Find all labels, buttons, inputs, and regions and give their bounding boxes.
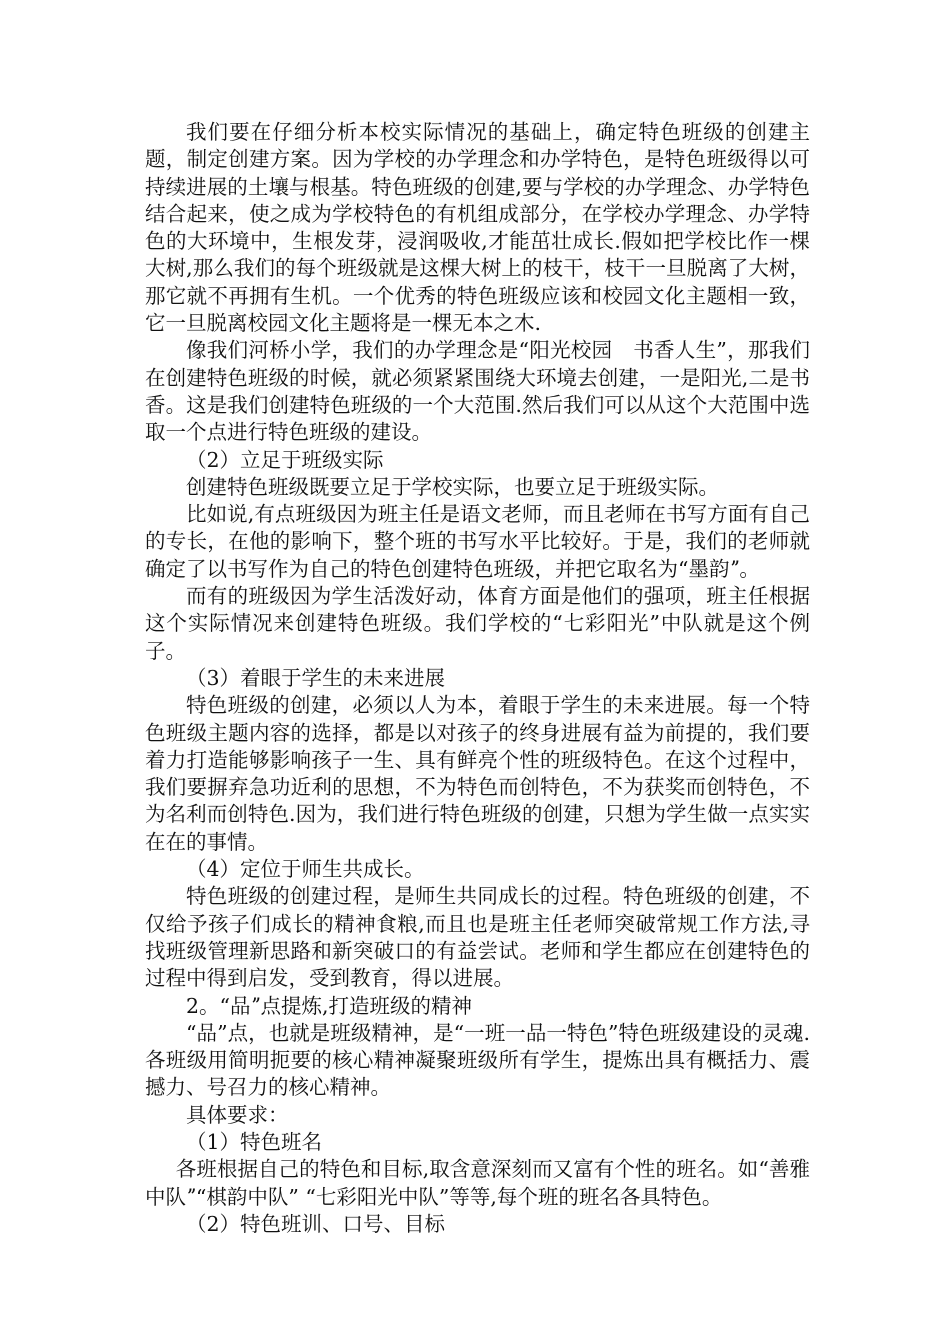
subheading-student-future: （3）着眼于学生的未来进展 <box>186 665 446 690</box>
subheading-class-reality: （2）立足于班级实际 <box>186 447 384 472</box>
paragraph-calligraphy-example: 比如说,有点班级因为班主任是语文老师，而且老师在书写方面有自己的专长，在他的影响下，整个班的书写水平比较好。于是，我们的老师就确定了以书写作为自己的特色创建特色班级，并把它取名为“墨韵ˮ。 <box>145 502 810 581</box>
paragraph-class-name: 各班根据自己的特色和目标,取含意深刻而又富有个性的班名。如“善雅中队ˮ“棋韵中队” “七彩阳光中队”等等,每个班的班名各具特色。 <box>145 1157 810 1209</box>
paragraph-student-future: 特色班级的创建，必须以人为本，着眼于学生的未来进展。每一个特色班级主题内容的选择，都是以对孩子的终身进展有益为前提的，我们要着力打造能够影响孩子一生、具有鲜亮个性的班级特色。在这个过程中，我们要摒弃急功近利的思想，不为特色而创特色，不为获奖而创特色，不为名利而创特色.因为，我们进行特色班级的创建，只想为学生做一点实实在在的事情。 <box>145 693 810 854</box>
paragraph-heqiao-example: 像我们河桥小学，我们的办学理念是“阳光校园 书香人生”，那我们在创建特色班级的时候，就必须紧紧围绕大环境去创建，一是阳光,二是书香。这是我们创建特色班级的一个大范围.然后我们可以从这个大范围中选取一个点进行特色班级的建设。 <box>145 338 810 445</box>
subheading-teacher-student-growth: （4）定位于师生共成长。 <box>186 857 425 882</box>
paragraph-class-spirit: “品”点，也就是班级精神，是“一班一品一特色”特色班级建设的灵魂.各班级用简明扼要的核心精神凝聚班级所有学生，提炼出具有概括力、震撼力、号召力的核心精神。 <box>145 1020 810 1100</box>
subheading-class-name: （1）特色班名 <box>186 1129 323 1154</box>
paragraph-class-reality: 创建特色班级既要立足于学校实际，也要立足于班级实际。 <box>186 474 719 499</box>
paragraph-sports-example: 而有的班级因为学生活泼好动，体育方面是他们的强项，班主任根据这个实际情况来创建特色班级。我们学校的“七彩阳光”中队就是这个例子。 <box>145 584 810 663</box>
subheading-class-motto: （2）特色班训、口号、目标 <box>186 1211 446 1236</box>
label-specific-requirements: 具体要求： <box>186 1102 289 1127</box>
heading-class-spirit: 2。“品ˮ点提炼,打造班级的精神 <box>186 993 472 1018</box>
paragraph-teacher-student-growth: 特色班级的创建过程，是师生共同成长的过程。特色班级的创建，不仅给予孩子们成长的精神食粮,而且也是班主任老师突破常规工作方法,寻找班级管理新思路和新突破口的有益尝试。老师和学生都应在创建特色的过程中得到启发，受到教育，得以进展。 <box>145 884 810 991</box>
document-body <box>145 119 810 1238</box>
paragraph-school-theme: 我们要在仔细分析本校实际情况的基础上，确定特色班级的创建主题，制定创建方案。因为学校的办学理念和办学特色，是特色班级得以可持续进展的土壤与根基。特色班级的创建,要与学校的办学理念、办学特色结合起来，使之成为学校特色的有机组成部分，在学校办学理念、办学特色的大环境中，生根发芽，浸润吸收,才能茁壮成长.假如把学校比作一棵大树,那么我们的每个班级就是这棵大树上的枝干，枝干一旦脱离了大树，那它就不再拥有生机。一个优秀的特色班级应该和校园文化主题相一致，它一旦脱离校园文化主题将是一棵无本之木. <box>145 120 810 336</box>
